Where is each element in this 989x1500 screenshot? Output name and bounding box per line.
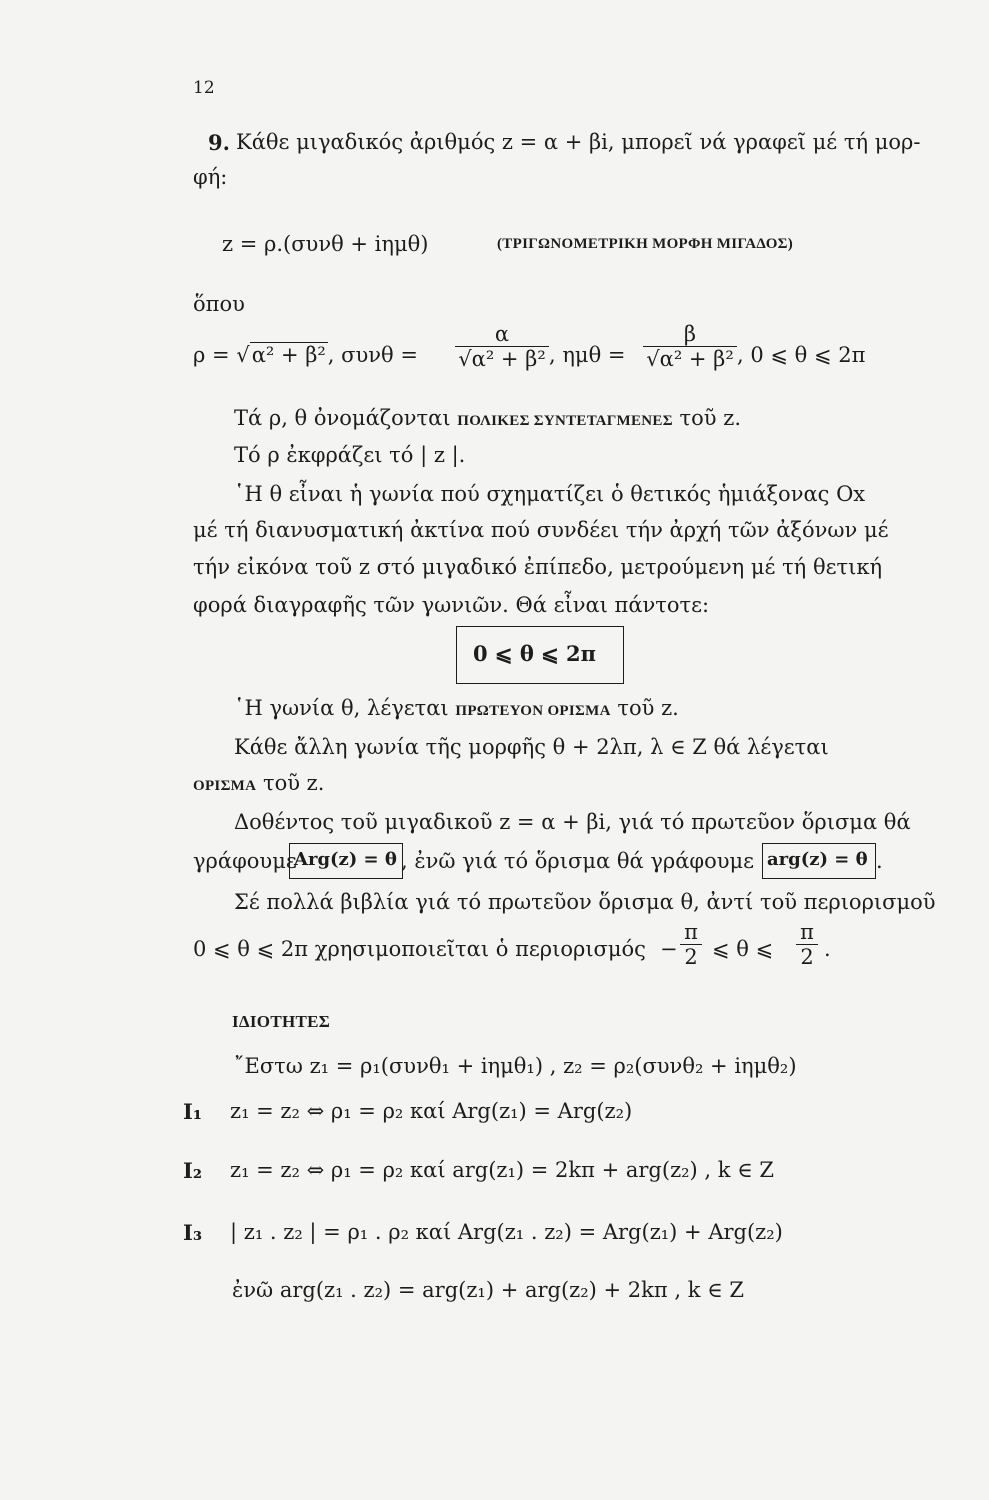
books-frac-left [680,920,702,969]
frac-num: π [684,920,698,944]
properties-last: ἐνῶ arg(z₁ . z₂) = arg(z₁) + arg(z₂) + 2kπ , k ∈ Z [232,1278,744,1302]
boxed-range: 0 ⩽ θ ⩽ 2π [473,641,597,666]
theta-range: , 0 ⩽ θ ⩽ 2π [737,343,866,367]
principal-line3 [193,771,324,795]
polar-line1 [234,406,741,430]
prop-label: I₂ [183,1158,203,1183]
polar-line2: Τό ρ ἐκφράζει τό | z |. [234,443,466,467]
books-line2: 0 ⩽ θ ⩽ 2π χρησιμοποιεῖται ὁ περιορισμός [193,937,646,961]
item9-line1: Κάθε μιγαδικός ἀριθμός z = α + βi, μπορεῖ νά γραφεῖ μέ τή μορ- [236,130,921,154]
theta-line1: ῾Η θ εἶναι ἡ γωνία πού σχηματίζει ὁ θετικός ἡμιάξονας Οx [234,482,866,506]
principal-line1 [234,696,679,720]
trig-form-formula: z = ρ.(συνθ + iημθ) [222,232,429,256]
sin-numerator: β [683,322,697,346]
item9-line2: φή: [193,165,228,189]
rho-formula [193,343,418,367]
sin-denominator: √α² + β² [646,347,734,371]
prop-text: | z₁ . z₂ | = ρ₁ . ρ₂ καί Arg(z₁ . z₂) = Arg(z₁) + Arg(z₂) [230,1220,783,1244]
boxed-range-frame [456,626,624,684]
sin-lhs: , ημθ = [549,343,626,367]
properties-heading: ΙΔΙΟΤΗΤΕΣ [232,1012,331,1031]
notation-line2-end: . [876,849,883,873]
arg-box-general [762,843,876,879]
books-line1: Σέ πολλά βιβλία γιά τό πρωτεῦον ὅρισμα θ, ἀντί τοῦ περιορισμοῦ [234,890,936,914]
books-minus: − [660,937,678,961]
notation-line2-b: , ἐνῶ γιά τό ὅρισμα θά γράφουμε [401,849,755,873]
properties-let: ῎Εστω z₁ = ρ₁(συνθ₁ + iημθ₁) , z₂ = ρ₂(συνθ₂ + iημθ₂) [234,1054,797,1078]
polar-caps: ΠΟΛΙΚΕΣ ΣΥΝΤΕΤΑΓΜΕΝΕΣ [457,413,673,429]
prop-label: I₁ [183,1099,203,1124]
principal-line1-end: τοῦ z. [617,696,679,720]
arg-general: arg(z) = θ [767,849,868,870]
frac-den: 2 [684,945,698,969]
books-frac-right [796,920,818,969]
where-label: ὅπου [193,292,245,316]
sin-fraction [643,322,737,371]
polar-line1-end: τοῦ z. [679,406,741,430]
books-mid: ⩽ θ ⩽ [712,937,774,961]
prop-text: z₁ = z₂ ⇔ ρ₁ = ρ₂ καί Arg(z₁) = Arg(z₂) [230,1099,633,1123]
page-number: 12 [193,78,215,98]
prop-label: I₃ [183,1220,203,1245]
books-end: . [824,937,831,961]
notation-line2-a: γράφουμε [193,849,297,873]
cos-fraction [455,322,549,371]
arg-box-principal [289,843,403,879]
principal-line2: Κάθε ἄλλη γωνία τῆς μορφῆς θ + 2λπ, λ ∈ Z θά λέγεται [234,735,829,759]
notation-line1: Δοθέντος τοῦ μιγαδικοῦ z = α + βi, γιά τό πρωτεῦον ὅρισμα θά [234,810,911,834]
trig-form-title: (ΤΡΙΓΩΝΟΜΕΤΡΙΚΗ ΜΟΡΦΗ ΜΙΓΑΔΟΣ) [497,236,794,252]
cos-denominator: √α² + β² [458,347,546,371]
rho-lhs: ρ = [193,343,237,367]
prop-text: z₁ = z₂ ⇔ ρ₁ = ρ₂ καί arg(z₁) = 2kπ + arg(z₂) , k ∈ Z [230,1158,774,1182]
polar-line1-text: Τά ρ, θ ὀνομάζονται [234,406,451,430]
cos-lhs: , συνθ = [327,343,418,367]
item-label: 9. [208,130,230,155]
cos-numerator: α [494,322,510,346]
theta-line4: φορά διαγραφῆς τῶν γωνιῶν. Θά εἶναι πάντοτε: [193,593,710,617]
sqrt-sign: √α² + β² [236,343,326,367]
frac-den: 2 [800,945,814,969]
frac-num: π [800,920,814,944]
rho-radicand: α² + β² [251,343,326,367]
theta-line3: τήν εἰκόνα τοῦ z στό μιγαδικό ἐπίπεδο, μετρούμενη μέ τή θετική [193,555,883,579]
principal-line3-end: τοῦ z. [262,771,325,795]
theta-line2: μέ τή διανυσματική ἀκτίνα πού συνδέει τήν ἀρχή τῶν ἀξόνων μέ [193,518,889,542]
arg-principal: Arg(z) = θ [294,849,397,870]
principal-caps: ΠΡΩΤΕΥΟΝ ΟΡΙΣΜΑ [455,703,611,719]
argument-caps: ΟΡΙΣΜΑ [193,778,257,794]
principal-line1-text: ῾Η γωνία θ, λέγεται [234,696,449,720]
